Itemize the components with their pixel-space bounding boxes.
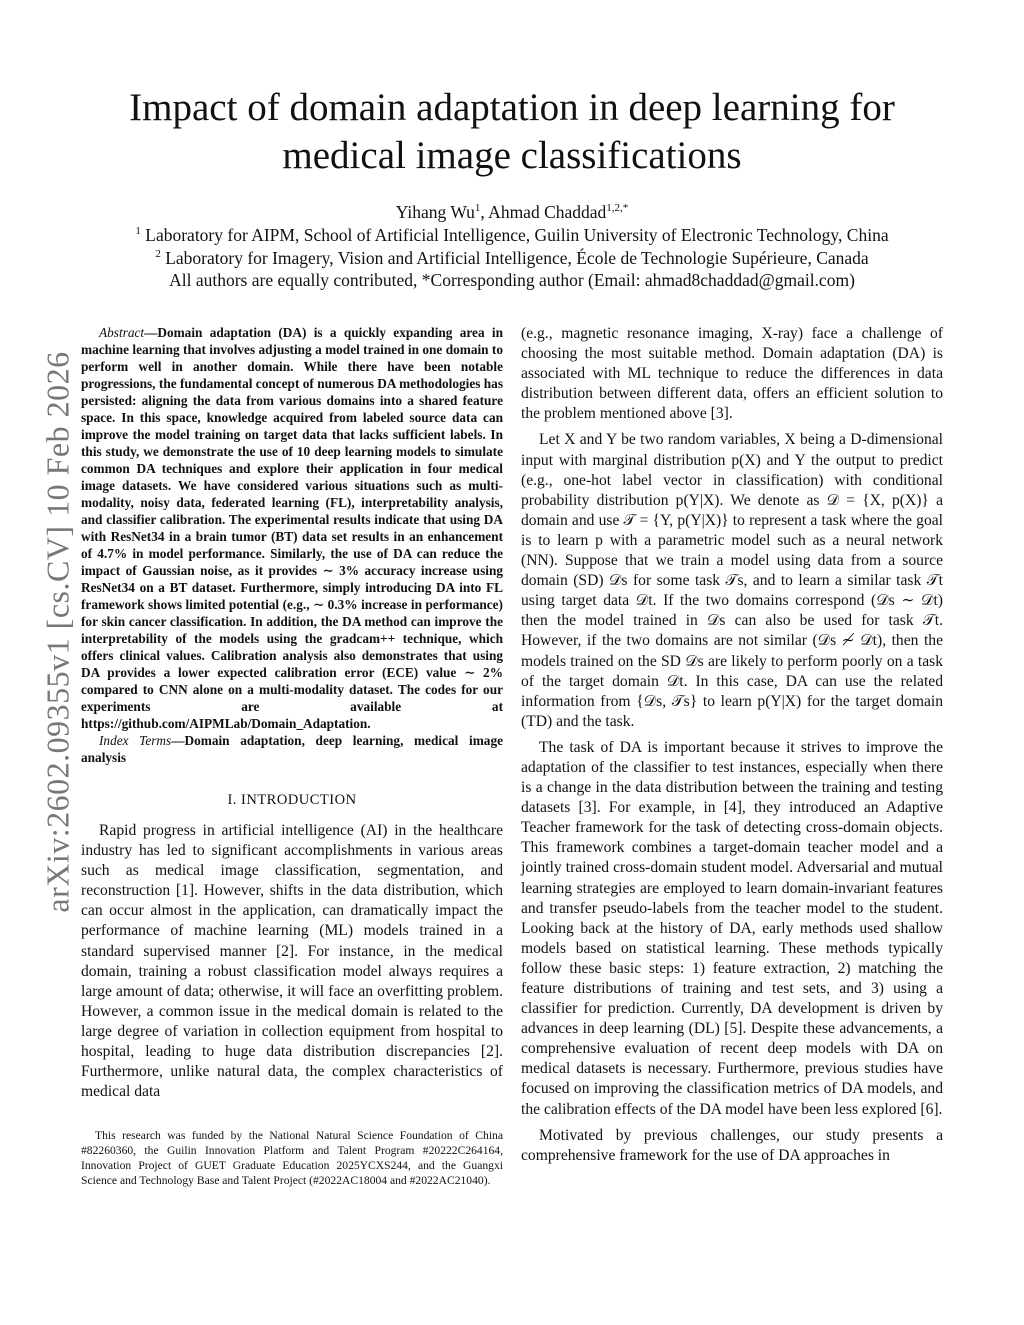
left-column (81, 324, 503, 1102)
abstract (81, 324, 503, 732)
index-terms-text: —Domain adaptation, deep learning, medical image analysis (81, 733, 503, 765)
affiliation-1-text: Laboratory for AIPM, School of Artificial Intelligence, Guilin University of Electronic Technology, China (145, 225, 889, 245)
paper-title (0, 84, 1024, 180)
affiliation-2 (0, 248, 1024, 269)
right-column (521, 324, 943, 1166)
right-paragraph-2: Let X and Y be two random variables, X being a D-dimensional input with marginal distribution p(X) and Y the output to predict (e.g., one-hot label vector in classification) with conditional probability distribution p(Y|X). We denote as 𝒟 = {X, p(X)} a domain and use 𝒯 = {Y, p(Y|X)} to represent a task where the goal is to learn p with a parametric model such as a neural network (NN). Suppose that we train a model using data from a source domain (SD) 𝒟s for some task 𝒯s, and to learn a similar task 𝒯t using target data 𝒟t. If the two domains correspond (𝒟s ∼ 𝒟t) then the model trained in 𝒟s can also be used for task 𝒯t. However, if the two domains are not similar (𝒟s ≁ 𝒟t), then the models trained on the SD 𝒟s are likely to perform poorly on a task of the target domain 𝒟t. In this case, DA can use the related information from {𝒟s, 𝒯s} to learn p(Y|X) for the target domain (TD) and the task. (521, 431, 943, 730)
author-1-affiliation-mark: 1 (474, 202, 481, 215)
funding-footnote: This research was funded by the National Natural Science Foundation of China #82260360, the Guilin Innovation Platform and Talent Program #20222C264164, Innovation Project of GUET Graduate Education 2025YCXS244, and the Guangxi Science and Technology Base and Talent Project (#2022AC18004 and #2022AC21040). (81, 1129, 503, 1187)
index-terms-label: Index Terms (99, 733, 172, 748)
abstract-text: —Domain adaptation (DA) is a quickly expanding area in machine learning that involves adjusting a model trained in one domain to perform well in another domain. While there have been notable progressions, the fundamental concept of numerous DA methodologies has persisted: aligning the data from various domains into a shared feature space. In this space, knowledge acquired from labeled source data can improve the model training on target data that lacks sufficient labels. In this study, we demonstrate the use of 10 deep learning models to simulate common DA techniques and explore their application in four medical image datasets. We have considered various situations such as multi-modality, noisy data, federated learning (FL), interpretability analysis, and classifier calibration. The experimental results indicate that using DA with ResNet34 in a brain tumor (BT) data set results in an enhancement of 4.7% in model performance. Similarly, the use of DA can reduce the impact of Gaussian noise, as it provides ∼ 3% accuracy increase using ResNet34 on a BT dataset. Furthermore, simply introducing DA into FL framework shows limited potential (e.g., ∼ 0.3% increase in performance) for skin cancer classification. In addition, the DA method can improve the interpretability of the models using the gradcam++ technique, which offers clinical values. Calibration analysis also demonstrates that using DA provides a lower expected calibration error (ECE) value ∼ 2% compared to CNN alone on a multi-modality dataset. The codes for our experiments are available at https://github.com/AIPMLab/Domain_Adaptation. (81, 325, 503, 731)
arxiv-identifier-stamp: arXiv:2602.09355v1 [cs.CV] 10 Feb 2026 (39, 351, 76, 913)
abstract-label: Abstract (99, 325, 145, 340)
author-2: , Ahmad Chaddad (480, 202, 607, 222)
author-1: Yihang Wu (395, 202, 475, 222)
section-heading-introduction: I. INTRODUCTION (227, 792, 357, 808)
author-2-affiliation-mark: 1,2,* (606, 202, 629, 215)
contribution-note: All authors are equally contributed, *Corresponding author (Email: ahmad8chaddad@gmail.com) (169, 270, 855, 290)
index-terms (81, 732, 503, 766)
intro-paragraph-1: Rapid progress in artificial intelligence (AI) in the healthcare industry has led to significant accomplishments in various areas such as medical image classification, segmentation, and reconstruction [1]. However, shifts in the data distribution, which can occur almost in the application, can dramatically impact the performance of machine learning (ML) models trained in a standard supervised manner [2]. For instance, in the medical domain, training a robust classification model always requires a large amount of data; otherwise, it will face an overfitting problem. However, a common issue in the medical domain is related to the large degree of variation in collection equipment from hospital to hospital, leading to huge data distribution discrepancies [2]. Furthermore, unlike natural data, the complex characteristics of medical data (81, 822, 503, 1101)
right-paragraph-4: Motivated by previous challenges, our study presents a comprehensive framework for the use of DA approaches in (521, 1126, 943, 1164)
title-line-1: Impact of domain adaptation in deep learning for (129, 86, 895, 129)
affiliation-1-mark: 1 (135, 225, 141, 238)
affiliation-2-mark: 2 (155, 248, 161, 261)
right-paragraph-3: The task of DA is important because it strives to improve the adaptation of the classifier to test instances, especially when there is a change in the data distribution between the training and testing datasets [3]. For example, in [4], they introduced an Adaptive Teacher framework for the task of detecting cross-domain objects. This framework combines a target-domain teacher model and a jointly trained cross-domain student model. Adversarial and mutual learning strategies are employed to learn domain-invariant features and transfer pseudo-labels from the teacher model to the student. Looking back at the history of DA, early methods used shallow models based on statistical learning. These methods typically follow these basic steps: 1) feature extraction, 2) matching the feature distributions of training and test sets, and 3) using a classifier for prediction. Currently, DA development is driven by advances in deep learning (DL) [5]. Despite these advancements, a comprehensive evaluation of recent deep models with DA on medical datasets is necessary. Furthermore, previous studies have focused on improving the classification metrics of DA models, and the calibration effects of the DA model have been less explored [6]. (521, 738, 943, 1118)
author-list (0, 202, 1024, 223)
affiliation-2-text: Laboratory for Imagery, Vision and Artificial Intelligence, École de Technologie Supérieure, Canada (165, 248, 869, 268)
affiliation-1 (0, 225, 1024, 246)
title-line-2: medical image classifications (282, 134, 742, 177)
right-paragraph-1: (e.g., magnetic resonance imaging, X-ray) face a challenge of choosing the most suitable method. Domain adaptation (DA) is associated with ML technique to reduce the differences in data distribution between different data, offers an efficient solution to the problem mentioned above [3]. (521, 325, 943, 423)
